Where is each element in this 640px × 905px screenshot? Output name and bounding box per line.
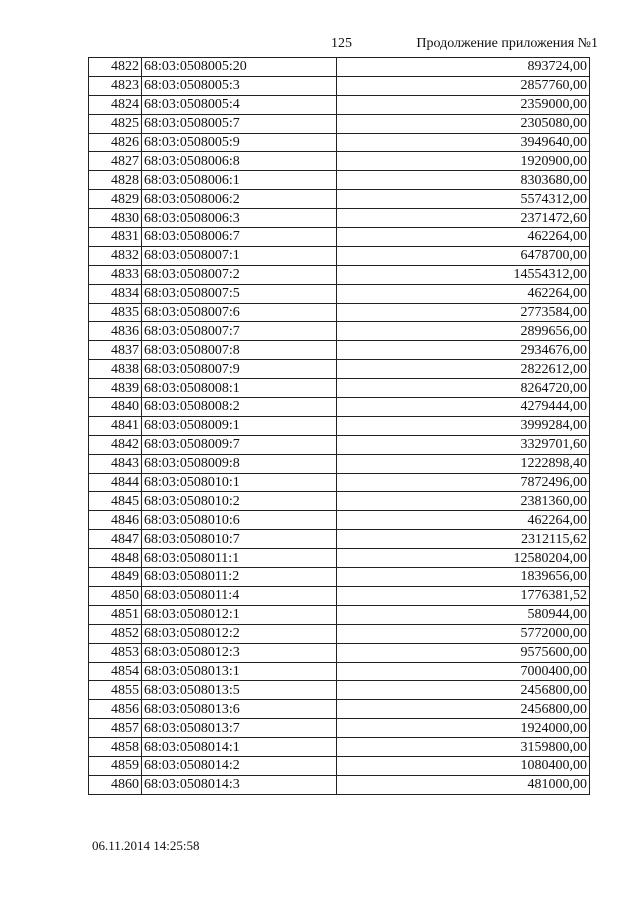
row-number: 4829	[89, 190, 142, 209]
cadastral-value: 1924000,00	[336, 719, 589, 738]
cadastral-number: 68:03:0508007:7	[142, 322, 337, 341]
cadastral-number: 68:03:0508007:5	[142, 284, 337, 303]
cadastral-value: 5574312,00	[336, 190, 589, 209]
row-number: 4839	[89, 379, 142, 398]
row-number: 4842	[89, 435, 142, 454]
cadastral-value: 3949640,00	[336, 133, 589, 152]
cadastral-value: 462264,00	[336, 228, 589, 247]
cadastral-number: 68:03:0508005:3	[142, 76, 337, 95]
row-number: 4843	[89, 454, 142, 473]
print-timestamp: 06.11.2014 14:25:58	[92, 838, 200, 853]
row-number: 4831	[89, 228, 142, 247]
cadastral-number: 68:03:0508010:2	[142, 492, 337, 511]
row-number: 4851	[89, 605, 142, 624]
row-number: 4856	[89, 700, 142, 719]
cadastral-number: 68:03:0508013:6	[142, 700, 337, 719]
cadastral-value: 1222898,40	[336, 454, 589, 473]
cadastral-number: 68:03:0508006:8	[142, 152, 337, 171]
row-number: 4857	[89, 719, 142, 738]
table-row	[89, 568, 590, 587]
row-number: 4830	[89, 209, 142, 228]
row-number: 4824	[89, 95, 142, 114]
table-row	[89, 643, 590, 662]
table-row	[89, 58, 590, 77]
cadastral-value: 7872496,00	[336, 473, 589, 492]
cadastral-value: 6478700,00	[336, 246, 589, 265]
cadastral-value: 2899656,00	[336, 322, 589, 341]
row-number: 4854	[89, 662, 142, 681]
cadastral-number: 68:03:0508010:1	[142, 473, 337, 492]
cadastral-value: 481000,00	[336, 775, 589, 794]
table-row	[89, 435, 590, 454]
cadastral-number: 68:03:0508007:1	[142, 246, 337, 265]
table-row	[89, 549, 590, 568]
cadastral-value: 2857760,00	[336, 76, 589, 95]
row-number: 4858	[89, 738, 142, 757]
cadastral-number: 68:03:0508005:20	[142, 58, 337, 77]
table-row	[89, 76, 590, 95]
cadastral-value: 2934676,00	[336, 341, 589, 360]
cadastral-value: 2773584,00	[336, 303, 589, 322]
table-row	[89, 775, 590, 794]
cadastral-value: 1080400,00	[336, 756, 589, 775]
cadastral-number: 68:03:0508005:7	[142, 114, 337, 133]
cadastral-number: 68:03:0508007:9	[142, 360, 337, 379]
cadastral-value: 8303680,00	[336, 171, 589, 190]
table-row	[89, 586, 590, 605]
table-row	[89, 416, 590, 435]
cadastral-number: 68:03:0508011:2	[142, 568, 337, 587]
cadastral-value: 2381360,00	[336, 492, 589, 511]
table-row	[89, 284, 590, 303]
cadastral-value: 8264720,00	[336, 379, 589, 398]
row-number: 4832	[89, 246, 142, 265]
row-number: 4859	[89, 756, 142, 775]
cadastral-number: 68:03:0508005:9	[142, 133, 337, 152]
table-row	[89, 341, 590, 360]
table-row	[89, 700, 590, 719]
table-row	[89, 492, 590, 511]
table-row	[89, 360, 590, 379]
table-row	[89, 114, 590, 133]
cadastral-value: 3999284,00	[336, 416, 589, 435]
cadastral-number: 68:03:0508006:1	[142, 171, 337, 190]
table-row	[89, 605, 590, 624]
row-number: 4844	[89, 473, 142, 492]
cadastral-number: 68:03:0508007:6	[142, 303, 337, 322]
cadastral-value: 2456800,00	[336, 681, 589, 700]
table-row	[89, 511, 590, 530]
table-row	[89, 322, 590, 341]
cadastral-value: 7000400,00	[336, 662, 589, 681]
cadastral-number: 68:03:0508008:1	[142, 379, 337, 398]
cadastral-value: 12580204,00	[336, 549, 589, 568]
table-row	[89, 624, 590, 643]
cadastral-value: 2359000,00	[336, 95, 589, 114]
cadastral-number: 68:03:0508011:1	[142, 549, 337, 568]
cadastral-value: 2371472,60	[336, 209, 589, 228]
row-number: 4827	[89, 152, 142, 171]
table-row	[89, 265, 590, 284]
table-row	[89, 171, 590, 190]
cadastral-number: 68:03:0508005:4	[142, 95, 337, 114]
cadastral-value: 9575600,00	[336, 643, 589, 662]
cadastral-number: 68:03:0508011:4	[142, 586, 337, 605]
cadastral-value: 2305080,00	[336, 114, 589, 133]
table-row	[89, 379, 590, 398]
page-header	[0, 36, 640, 56]
row-number: 4840	[89, 398, 142, 417]
cadastral-value: 2822612,00	[336, 360, 589, 379]
cadastral-number: 68:03:0508012:1	[142, 605, 337, 624]
table-row	[89, 738, 590, 757]
cadastral-value: 893724,00	[336, 58, 589, 77]
table-row	[89, 681, 590, 700]
row-number: 4855	[89, 681, 142, 700]
table-row	[89, 303, 590, 322]
row-number: 4846	[89, 511, 142, 530]
cadastral-number: 68:03:0508012:2	[142, 624, 337, 643]
row-number: 4834	[89, 284, 142, 303]
row-number: 4822	[89, 58, 142, 77]
table-row	[89, 228, 590, 247]
cadastral-value: 2456800,00	[336, 700, 589, 719]
table-row	[89, 246, 590, 265]
cadastral-value: 580944,00	[336, 605, 589, 624]
cadastral-number: 68:03:0508013:7	[142, 719, 337, 738]
row-number: 4837	[89, 341, 142, 360]
cadastral-number: 68:03:0508014:1	[142, 738, 337, 757]
table-row	[89, 398, 590, 417]
row-number: 4850	[89, 586, 142, 605]
cadastral-value: 1839656,00	[336, 568, 589, 587]
cadastral-number: 68:03:0508009:8	[142, 454, 337, 473]
row-number: 4852	[89, 624, 142, 643]
table-row	[89, 209, 590, 228]
row-number: 4823	[89, 76, 142, 95]
cadastral-value: 1920900,00	[336, 152, 589, 171]
row-number: 4833	[89, 265, 142, 284]
cadastral-value: 1776381,52	[336, 586, 589, 605]
cadastral-value: 3159800,00	[336, 738, 589, 757]
row-number: 4849	[89, 568, 142, 587]
cadastral-number: 68:03:0508013:1	[142, 662, 337, 681]
cadastral-value: 5772000,00	[336, 624, 589, 643]
cadastral-number: 68:03:0508009:7	[142, 435, 337, 454]
cadastral-number: 68:03:0508007:2	[142, 265, 337, 284]
row-number: 4825	[89, 114, 142, 133]
cadastral-number: 68:03:0508006:3	[142, 209, 337, 228]
cadastral-number: 68:03:0508010:6	[142, 511, 337, 530]
row-number: 4828	[89, 171, 142, 190]
table-row	[89, 454, 590, 473]
cadastral-number: 68:03:0508006:2	[142, 190, 337, 209]
appendix-title: Продолжение приложения №1	[416, 36, 598, 51]
table-row	[89, 152, 590, 171]
row-number: 4847	[89, 530, 142, 549]
row-number: 4841	[89, 416, 142, 435]
cadastral-number: 68:03:0508010:7	[142, 530, 337, 549]
cadastral-value: 2312115,62	[336, 530, 589, 549]
table-row	[89, 133, 590, 152]
cadastral-number: 68:03:0508012:3	[142, 643, 337, 662]
cadastral-number: 68:03:0508009:1	[142, 416, 337, 435]
table-row	[89, 530, 590, 549]
cadastral-value: 14554312,00	[336, 265, 589, 284]
table-row	[89, 190, 590, 209]
table-row	[89, 719, 590, 738]
cadastral-value: 4279444,00	[336, 398, 589, 417]
table-row	[89, 95, 590, 114]
row-number: 4838	[89, 360, 142, 379]
cadastral-number: 68:03:0508006:7	[142, 228, 337, 247]
cadastral-number: 68:03:0508014:2	[142, 756, 337, 775]
cadastral-number: 68:03:0508014:3	[142, 775, 337, 794]
cadastral-values-table	[88, 57, 590, 795]
table-body	[89, 58, 590, 795]
row-number: 4848	[89, 549, 142, 568]
page-number: 125	[331, 36, 352, 51]
row-number: 4845	[89, 492, 142, 511]
row-number: 4836	[89, 322, 142, 341]
cadastral-value: 462264,00	[336, 511, 589, 530]
table-row	[89, 756, 590, 775]
row-number: 4826	[89, 133, 142, 152]
cadastral-number: 68:03:0508007:8	[142, 341, 337, 360]
cadastral-number: 68:03:0508013:5	[142, 681, 337, 700]
table-row	[89, 473, 590, 492]
row-number: 4835	[89, 303, 142, 322]
cadastral-value: 3329701,60	[336, 435, 589, 454]
cadastral-number: 68:03:0508008:2	[142, 398, 337, 417]
row-number: 4860	[89, 775, 142, 794]
cadastral-value: 462264,00	[336, 284, 589, 303]
table-row	[89, 662, 590, 681]
row-number: 4853	[89, 643, 142, 662]
